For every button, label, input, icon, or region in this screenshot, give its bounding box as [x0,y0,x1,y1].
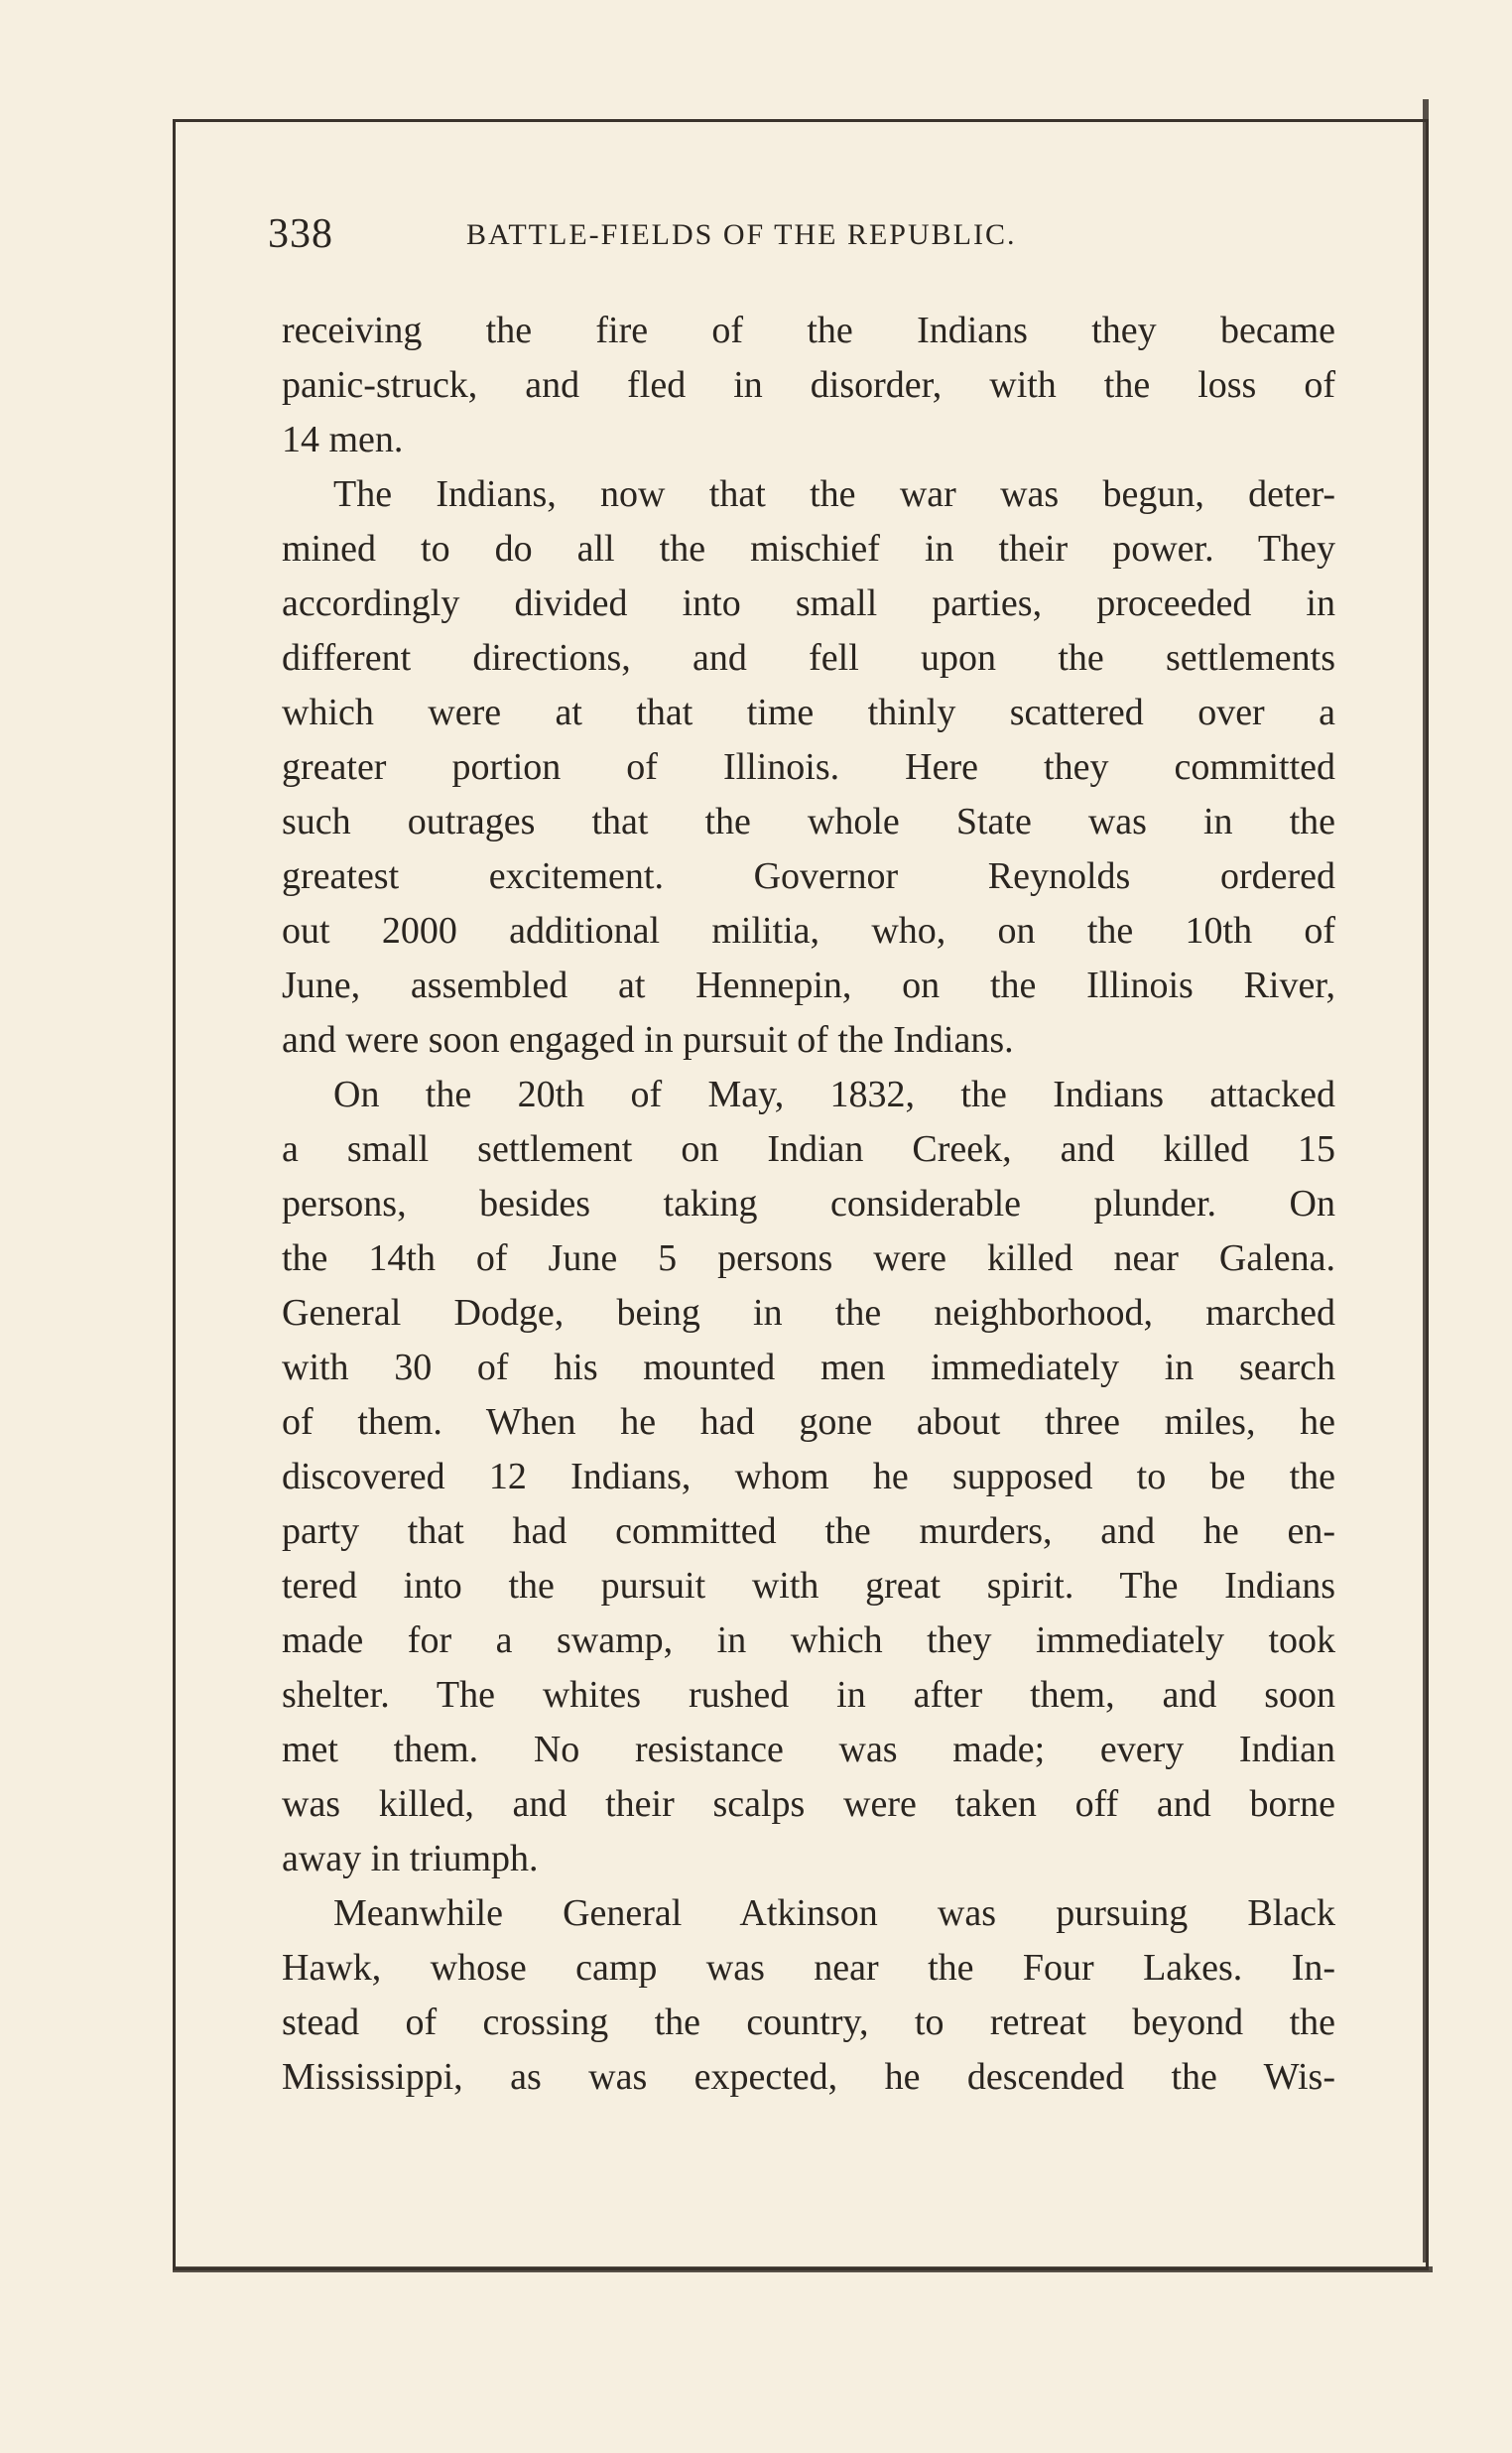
text-line: 14 men. [282,419,404,460]
body-text [282,304,1335,2105]
text-line: discovered 12 Indians, whom he supposed to be the [282,1456,1335,1497]
text-line: Mississippi, as was expected, he descended the Wis- [282,2056,1335,2098]
text-line: different directions, and fell upon the settlements [282,637,1335,679]
running-title: BATTLE-FIELDS OF THE REPUBLIC. [466,218,1017,251]
text-line: mined to do all the mischief in their power. They [282,528,1335,570]
text-line: persons, besides taking considerable plunder. On [282,1183,1335,1225]
text-line: receiving the fire of the Indians they became [282,310,1335,351]
running-head [268,210,1339,270]
text-line: Hawk, whose camp was near the Four Lakes. In- [282,1947,1335,1989]
text-line: a small settlement on Indian Creek, and killed 15 [282,1128,1335,1170]
text-line: met them. No resistance was made; every Indian [282,1729,1335,1770]
text-line: accordingly divided into small parties, proceeded in [282,582,1335,624]
text-line: which were at that time thinly scattered over a [282,692,1335,733]
page-number: 338 [268,211,333,257]
text-line: was killed, and their scalps were taken off and borne [282,1783,1335,1825]
text-line: party that had committed the murders, and he en- [282,1510,1335,1552]
page-border-bottom-edge [173,2266,1433,2272]
text-line: shelter. The whites rushed in after them, and soon [282,1674,1335,1716]
text-line: Meanwhile General Atkinson was pursuing Black [333,1892,1335,1934]
text-line: On the 20th of May, 1832, the Indians attacked [333,1074,1335,1115]
text-line: panic-struck, and fled in disorder, with the loss of [282,364,1335,406]
text-line: tered into the pursuit with great spirit. The Indians [282,1565,1335,1607]
text-line: made for a swamp, in which they immediately took [282,1619,1335,1661]
text-line: of them. When he had gone about three miles, he [282,1401,1335,1443]
text-line: June, assembled at Hennepin, on the Illinois River, [282,965,1335,1006]
text-line: such outrages that the whole State was in the [282,801,1335,842]
page-border-right-edge [1423,99,1429,2262]
text-line: the 14th of June 5 persons were killed near Galena. [282,1237,1335,1279]
text-line: greatest excitement. Governor Reynolds ordered [282,855,1335,897]
text-line: General Dodge, being in the neighborhood, marched [282,1292,1335,1334]
text-line: The Indians, now that the war was begun, deter- [333,473,1335,515]
text-line: greater portion of Illinois. Here they committed [282,746,1335,788]
text-line: out 2000 additional militia, who, on the 10th of [282,910,1335,952]
text-line: away in triumph. [282,1838,539,1879]
text-line: and were soon engaged in pursuit of the Indians. [282,1019,1014,1061]
text-line: stead of crossing the country, to retreat beyond the [282,2001,1335,2043]
text-line: with 30 of his mounted men immediately in search [282,1347,1335,1388]
